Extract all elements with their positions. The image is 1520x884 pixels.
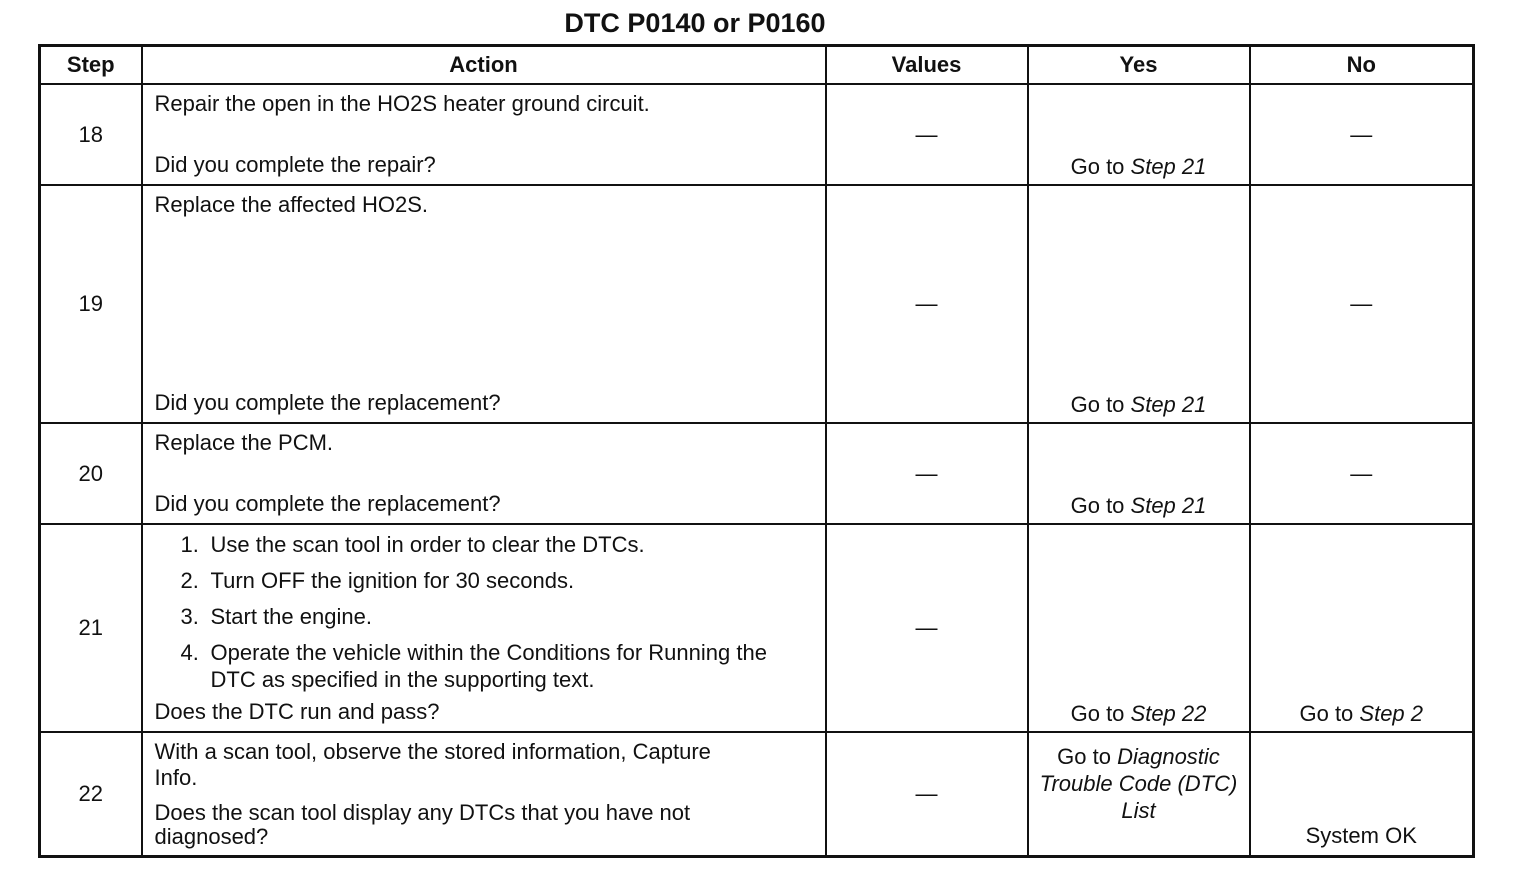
- action-cell: [142, 524, 826, 732]
- action-text: Repair the open in the HO2S heater ground circuit.: [154, 91, 650, 116]
- yes-step-link[interactable]: Step 21: [1130, 392, 1207, 418]
- column-header-yes: Yes: [1028, 46, 1250, 85]
- values-cell: —: [826, 732, 1028, 856]
- list-item: [181, 603, 813, 631]
- substep-text: Start the engine.: [210, 604, 372, 630]
- no-cell: —: [1250, 84, 1474, 185]
- action-text: Replace the PCM.: [154, 430, 334, 456]
- step-number: 19: [40, 185, 142, 423]
- list-item: [181, 567, 813, 595]
- table-row: [40, 423, 1474, 524]
- yes-prefix: Go to: [1057, 744, 1118, 770]
- table-row: [40, 185, 1474, 423]
- action-cell: [142, 423, 826, 524]
- action-cell: [142, 185, 826, 423]
- list-item: [181, 639, 813, 693]
- yes-cell: [1028, 732, 1250, 856]
- column-header-action: Action: [142, 46, 826, 85]
- yes-prefix: Go to: [1070, 154, 1131, 180]
- step-number: 22: [40, 732, 142, 856]
- header-row: [40, 46, 1474, 85]
- table-row: [40, 732, 1474, 856]
- yes-step-link[interactable]: Step 21: [1130, 154, 1207, 180]
- no-cell: —: [1250, 185, 1474, 423]
- step-number: 18: [40, 84, 142, 185]
- values-cell: —: [826, 84, 1028, 185]
- page-title: DTC P0140 or P0160: [564, 8, 826, 38]
- action-cell: [142, 84, 826, 185]
- substep-text: Use the scan tool in order to clear the DTCs.: [210, 532, 645, 558]
- list-item: [181, 531, 813, 559]
- yes-prefix: Go to: [1070, 701, 1131, 727]
- action-text: With a scan tool, observe the stored information, Capture Info.: [154, 739, 711, 791]
- step-number: 21: [40, 524, 142, 732]
- column-header-step: Step: [40, 46, 142, 85]
- no-prefix: Go to: [1299, 701, 1360, 727]
- substep-number: 3.: [180, 604, 199, 630]
- values-cell: —: [826, 524, 1028, 732]
- values-cell: —: [826, 423, 1028, 524]
- column-header-values: Values: [826, 46, 1028, 85]
- table-row: [40, 84, 1474, 185]
- step-number: 20: [40, 423, 142, 524]
- yes-cell: [1028, 84, 1250, 185]
- yes-cell: [1028, 423, 1250, 524]
- action-question: Does the DTC run and pass?: [154, 699, 440, 725]
- yes-step-link[interactable]: Step 22: [1130, 701, 1207, 727]
- no-cell: —: [1250, 423, 1474, 524]
- action-cell: [142, 732, 826, 856]
- yes-cell: [1028, 185, 1250, 423]
- no-step-link[interactable]: Step 2: [1359, 701, 1424, 727]
- substep-number: 4.: [180, 640, 199, 666]
- substep-number: 2.: [180, 568, 199, 594]
- yes-step-link[interactable]: Step 21: [1130, 493, 1207, 519]
- table-row: [40, 524, 1474, 732]
- yes-prefix: Go to: [1070, 493, 1131, 519]
- action-question: Does the scan tool display any DTCs that you have not diagnosed?: [154, 800, 691, 850]
- no-cell: [1250, 524, 1474, 732]
- substep-list: [155, 531, 813, 693]
- yes-dtc-list-link[interactable]: Diagnostic Trouble Code (DTC) List: [1039, 744, 1238, 824]
- yes-cell: [1028, 524, 1250, 732]
- substep-text: Turn OFF the ignition for 30 seconds.: [210, 568, 575, 594]
- action-question: Did you complete the repair?: [154, 152, 436, 177]
- column-header-no: No: [1250, 46, 1474, 85]
- no-cell: System OK: [1250, 732, 1474, 856]
- yes-prefix: Go to: [1070, 392, 1131, 418]
- action-question: Did you complete the replacement?: [154, 390, 501, 416]
- action-question: Did you complete the replacement?: [154, 491, 501, 517]
- substep-text: Operate the vehicle within the Conditions for Running the DTC as specified in the supporting text.: [210, 640, 767, 693]
- substep-number: 1.: [180, 532, 199, 558]
- diagnostic-table: [38, 44, 1475, 858]
- values-cell: —: [826, 185, 1028, 423]
- action-text: Replace the affected HO2S.: [154, 192, 429, 218]
